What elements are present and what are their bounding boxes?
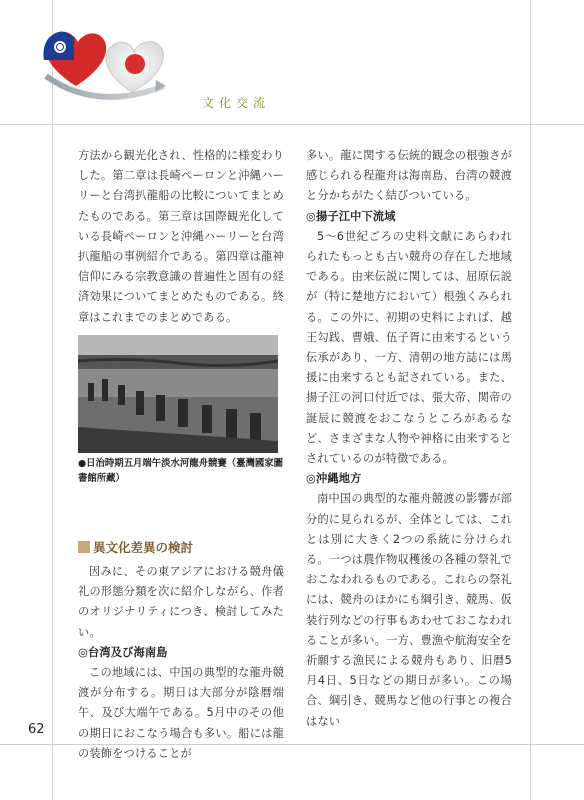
dragon-boat-race-photo — [78, 335, 278, 453]
top-rule — [0, 124, 584, 125]
left-column-bottom — [78, 562, 284, 764]
right-column — [306, 146, 512, 732]
heading-square-icon — [78, 541, 90, 553]
left-margin-rule — [52, 0, 53, 800]
section-heading — [78, 538, 193, 556]
photo-caption: ●日治時期五月端午淡水河龍舟競賽（臺灣國家圖書館所藏） — [78, 458, 284, 484]
page-number: 62 — [28, 722, 45, 737]
right-margin-rule — [530, 0, 531, 800]
subheading-okinawa: ◎沖縄地方 — [306, 472, 362, 486]
taiwan-paragraph: この地域には、中国の典型的な龍舟競渡が分布する。期日は大部分が陰暦端午、及び大端午である。5月中のその他の期日におこなう場合も多い。船には龍の装飾をつけることが — [78, 666, 284, 760]
section-label: 文化交流 — [202, 96, 271, 110]
flag-hearts-logo — [36, 14, 176, 106]
heading-text: 異文化差異の検討 — [93, 540, 194, 555]
okinawa-paragraph: 南中国の典型的な龍舟競渡の影響が部分的に見られるが、全体としては、これとは別に大きく2つの系統に分けられる。一つは農作物収穫後の各種の祭礼でおこなわれるものである。これらの祭礼には、競舟のほかにも綱引き、競馬、仮装行列などの行事もあわせておこなわれることが多い。一方、豊漁や航海安全を祈願する漁民による競舟もあり、旧暦5月4日、5日などの期日が多い。この場合、綱引き、競馬など他の行事との複合はない — [306, 492, 512, 728]
subheading-yangtze: ◎揚子江中下流域 — [306, 209, 396, 223]
comparison-paragraph: 因みに、その東アジアにおける競舟儀礼の形態分類を次に紹介しながら、作者のオリジナリティにつき、検討してみたい。 — [78, 565, 284, 639]
yangtze-paragraph: 5～6世紀ごろの史料文献にあらわれられたもっとも古い競舟の存在した地域である。由来伝説に関しては、屈原伝説が（特に楚地方において）根強くみられる。この外に、初期の史料によれば、越王勾践、曹娥、伍子胥に由来するという伝承があり、一方、清朝の地方誌には馬援に由来するとも記されている。また、揚子江の河口付近では、張大帝、関帝の誕辰に競渡をおこなうところがあるなど、さまざまな人物や神格に由来するとされているのが特徴である。 — [306, 229, 512, 466]
intro-paragraph: 方法から観光化され、性格的に様変わりした。第二章は長崎ペーロンと沖縄ハーリーと台湾扒龍船の比較についてまとめたものである。第三章は国際観光化している長崎ペーロンと沖縄ハーリーと台湾扒龍船の事例紹介である。第四章は龍神信仰にみる宗教意識の普遍性と固有の経済効果についてまとめたものである。終章はこれまでのまとめである。 — [78, 149, 284, 324]
subheading-taiwan-hainan: ◎台湾及び海南島 — [78, 645, 168, 659]
continuation-paragraph: 多い。龍に関する伝統的観念の根強さが感じられる程龍舟は海南島、台湾の競渡と分かちがたく結びついている。 — [306, 149, 512, 203]
left-column-top — [78, 146, 284, 328]
